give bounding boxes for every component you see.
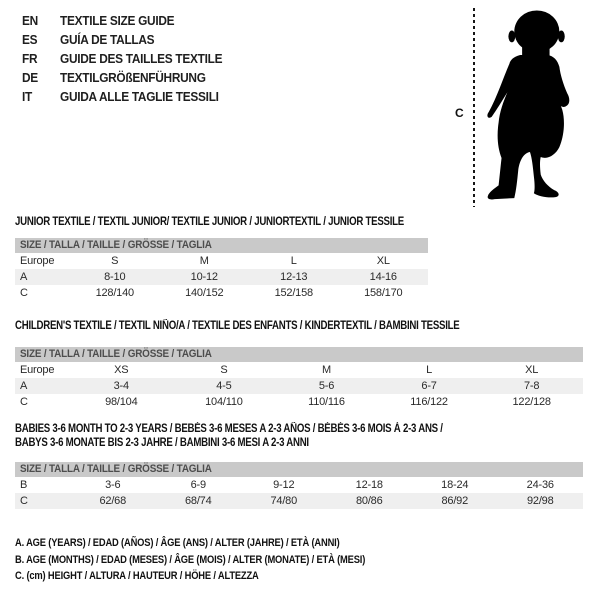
size-value: 3-4 [113,380,129,392]
babies-size-table [15,462,583,509]
language-row [22,11,222,30]
row-label: A [20,271,28,283]
row-label: C [20,396,28,408]
height-measure-label: C [455,106,464,120]
row-label: C [20,287,28,299]
row-label: B [20,479,28,491]
table-row [15,394,583,410]
baby-silhouette-icon [480,8,576,204]
size-value: 8-10 [104,271,126,283]
size-value: 3-6 [105,479,121,491]
language-code: DE [22,70,38,85]
row-label: A [20,380,28,392]
language-code: EN [22,13,38,28]
table-row [15,269,428,285]
size-value: 86/92 [441,495,469,507]
size-value: 6-9 [190,479,206,491]
size-value: 140/152 [185,287,224,299]
size-value: 104/110 [205,396,243,408]
legend-notes [15,535,365,585]
size-header-bar [15,462,583,477]
language-title-list [22,11,222,106]
guide-title: TEXTILGRÖßENFÜHRUNG [60,70,206,85]
size-value: 68/74 [184,495,212,507]
table-row [15,477,583,493]
table-row [15,285,428,301]
size-value: L [290,255,297,267]
language-code: IT [22,89,32,104]
note-age-months: B. AGE (MONTHS) / EDAD (MESES) / ÂGE (MOIS) / ALTER (MONATE) / ETÀ (MESI) [15,553,366,566]
size-value: 158/170 [364,287,403,299]
size-value: 14-16 [369,271,397,283]
row-label: Europe [20,255,55,267]
table-row [15,362,583,378]
size-header-bar [15,347,583,362]
babies-title-line1: BABIES 3-6 MONTH TO 2-3 YEARS / BEBÉS 3-6 MESES A 2-3 AÑOS / BÉBÉS 3-6 MOIS À 2-3 ANS / [15,423,443,435]
size-value: 5-6 [318,380,335,392]
guide-title: GUIDA ALLE TAGLIE TESSILI [60,89,219,104]
size-value: 80/86 [355,495,383,507]
row-label: C [20,495,28,507]
note-height-cm: C. (cm) HEIGHT / ALTURA / HAUTEUR / HÖHE / ALTEZZA [15,570,259,582]
size-value: 9-12 [273,479,295,491]
size-value: 18-24 [441,479,469,491]
size-header-bar [15,238,428,253]
guide-title: TEXTILE SIZE GUIDE [60,13,175,28]
language-row [22,30,222,49]
size-value: 12-18 [355,479,383,491]
note-age-years: A. AGE (YEARS) / EDAD (AÑOS) / ÂGE (ANS) / ALTER (JAHRE) / ETÀ (ANNI) [15,537,340,549]
size-value: 6-7 [421,380,437,392]
size-value: S [220,364,228,376]
size-value: 122/128 [512,396,551,408]
size-value: 62/68 [99,495,127,507]
size-value: 98/104 [105,396,138,408]
size-value: M [322,364,331,376]
size-value: 24-36 [526,479,554,491]
language-row [22,87,222,106]
size-value: S [111,255,119,267]
language-row [22,49,222,68]
height-measure-dashed-line [473,8,475,207]
row-label: Europe [20,364,55,376]
size-value: XS [114,364,129,376]
size-value: 74/80 [270,495,298,507]
size-value: L [426,364,433,376]
babies-title-line2: BABYS 3-6 MONATE BIS 2-3 JAHRE / BAMBINI 3-6 MESI A 2-3 ANNI [15,437,309,449]
size-value: XL [376,255,390,267]
guide-title: GUÍA DE TALLAS [60,32,155,47]
language-row [22,68,222,87]
table-row [15,378,583,394]
guide-title: GUIDE DES TAILLES TEXTILE [60,51,223,66]
table-row [15,493,583,509]
children-section-title: CHILDREN'S TEXTILE / TEXTIL NIÑO/A / TEXTILE DES ENFANTS / KINDERTEXTIL / BAMBINI TESSILE [15,320,460,332]
size-value: M [199,255,209,267]
children-size-table [15,347,583,410]
size-header-label: SIZE / TALLA / TAILLE / GRÖSSE / TAGLIA [20,239,212,251]
size-value: 152/158 [274,287,313,299]
language-code: ES [22,32,38,47]
junior-size-table [15,238,428,301]
size-value: 10-12 [190,271,218,283]
table-row [15,253,428,269]
size-header-label: SIZE / TALLA / TAILLE / GRÖSSE / TAGLIA [20,348,212,360]
junior-section-title: JUNIOR TEXTILE / TEXTIL JUNIOR/ TEXTILE JUNIOR / JUNIORTEXTIL / JUNIOR TESSILE [15,216,404,228]
size-value: XL [525,364,539,376]
size-value: 128/140 [95,287,134,299]
size-value: 110/116 [308,396,345,408]
size-value: 4-5 [216,380,232,392]
size-value: 7-8 [524,380,540,392]
size-header-label: SIZE / TALLA / TAILLE / GRÖSSE / TAGLIA [20,463,212,475]
size-value: 92/98 [526,495,554,507]
language-code: FR [22,51,38,66]
size-value: 116/122 [410,396,448,408]
babies-section-title [15,422,443,450]
size-value: 12-13 [280,271,308,283]
